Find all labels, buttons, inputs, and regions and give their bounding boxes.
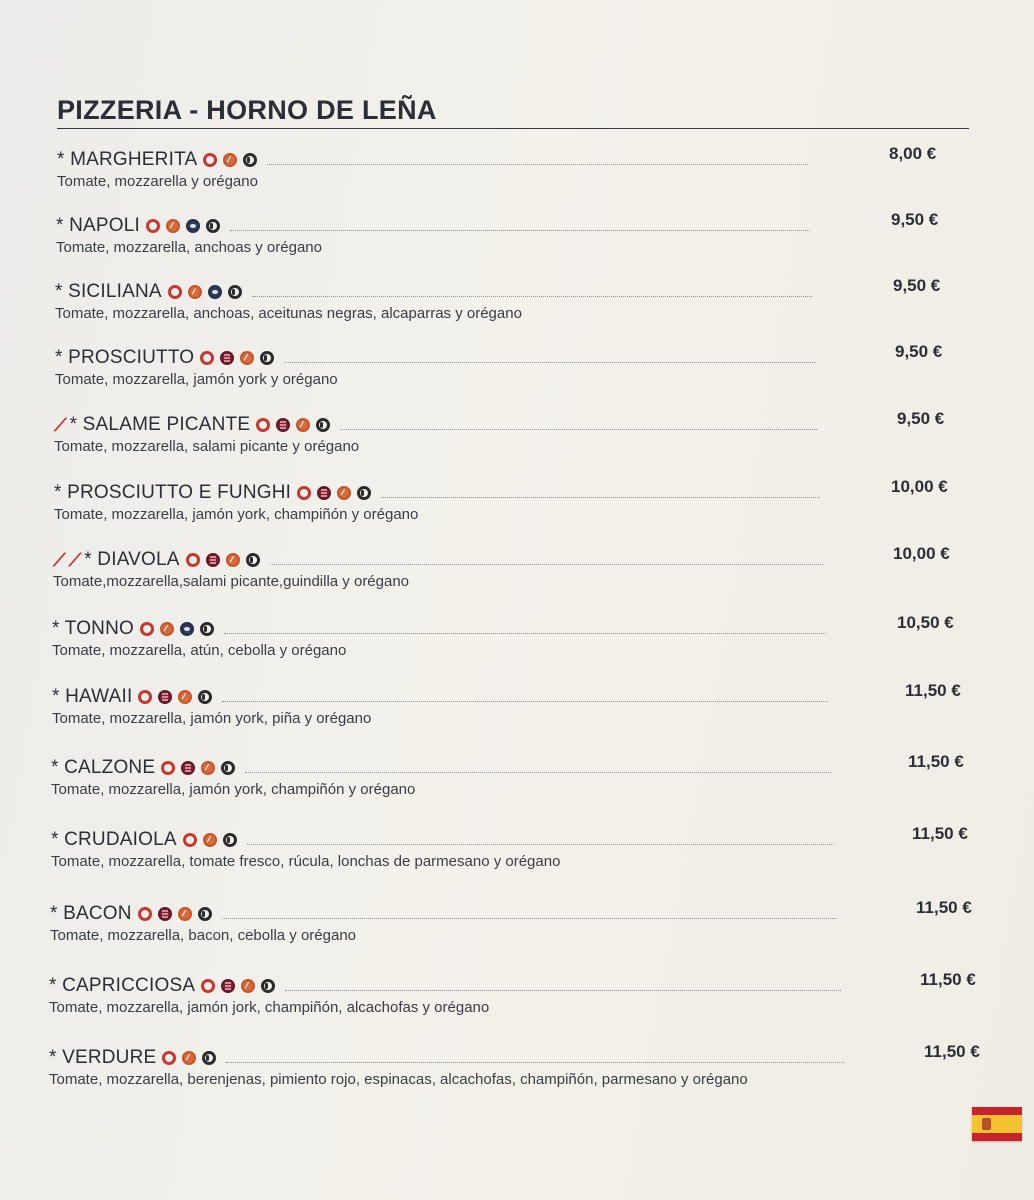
menu-item-header	[51, 828, 243, 852]
cheese-icon	[316, 418, 330, 432]
allergen-icons	[138, 907, 218, 921]
cheese-icon	[198, 690, 212, 704]
cheese-icon	[243, 153, 257, 167]
menu-item-price: 10,00 €	[893, 544, 950, 563]
allergen-icons	[256, 418, 336, 432]
allergen-icons	[183, 833, 243, 847]
tomato-icon	[186, 553, 200, 567]
leader-dots	[226, 1062, 844, 1063]
vegetable-icon	[201, 761, 215, 775]
tomato-icon	[146, 219, 160, 233]
menu-item-header	[52, 617, 220, 641]
menu-item-description: Tomate, mozzarella, bacon, cebolla y orégano	[50, 927, 357, 944]
menu-item-header	[51, 756, 241, 780]
leader-dots	[340, 429, 817, 430]
fish-icon	[208, 285, 222, 299]
spanish-flag-icon[interactable]	[972, 1107, 1022, 1141]
menu-item-name: * CALZONE	[51, 757, 156, 778]
menu-item	[55, 276, 1034, 340]
cheese-icon	[202, 1051, 216, 1065]
menu-item	[52, 613, 1034, 677]
menu-item-description: Tomate, mozzarella, anchoas, aceitunas negras, alcaparras y orégano	[55, 305, 522, 322]
menu-item-description: Tomate, mozzarella, jamón york, champiñón y orégano	[54, 506, 419, 523]
meat-icon	[181, 761, 195, 775]
menu-item-header	[49, 1046, 222, 1070]
allergen-icons	[203, 153, 263, 167]
menu-item-description: Tomate, mozzarella, atún, cebolla y orégano	[52, 642, 347, 659]
menu-item	[54, 409, 1034, 473]
meat-icon	[206, 553, 220, 567]
menu-item-description: Tomate, mozzarella, anchoas y orégano	[56, 239, 322, 256]
menu-item-price: 9,50 €	[895, 342, 943, 361]
menu-item-header	[52, 685, 218, 709]
menu-item-price: 11,50 €	[908, 752, 964, 771]
meat-icon	[221, 979, 235, 993]
leader-dots	[230, 230, 810, 231]
cheese-icon	[221, 761, 235, 775]
menu-item-price: 9,50 €	[893, 276, 941, 295]
menu-item	[52, 681, 1034, 745]
vegetable-icon	[240, 351, 254, 365]
cheese-icon	[223, 833, 237, 847]
menu-item-description: Tomate, mozzarella y orégano	[57, 173, 258, 190]
menu-item-description: Tomate, mozzarella, tomate fresco, rúcula, lonchas de parmesano y orégano	[51, 853, 561, 870]
vegetable-icon	[188, 285, 202, 299]
cheese-icon	[228, 285, 242, 299]
leader-dots	[252, 296, 812, 297]
meat-icon	[276, 418, 290, 432]
allergen-icons	[138, 690, 218, 704]
cheese-icon	[198, 907, 212, 921]
menu-item-price: 11,50 €	[912, 824, 968, 843]
menu-item-name: * TONNO	[52, 618, 134, 639]
menu-item-description: Tomate,mozzarella,salami picante,guindilla y orégano	[53, 573, 410, 590]
cheese-icon	[261, 979, 275, 993]
menu-item-header	[50, 902, 218, 926]
leader-dots	[284, 362, 815, 363]
menu-item	[57, 144, 1034, 208]
allergen-icons	[162, 1051, 222, 1065]
menu-item-description: Tomate, mozzarella, jamón york, piña y orégano	[52, 710, 372, 727]
menu-item-name: * BACON	[50, 903, 132, 924]
tomato-icon	[256, 418, 270, 432]
vegetable-icon	[223, 153, 237, 167]
vegetable-icon	[337, 486, 351, 500]
menu-item-description: Tomate, mozzarella, jamón jork, champiñón, alcachofas y orégano	[49, 999, 490, 1016]
menu-item-header	[57, 148, 263, 172]
vegetable-icon	[182, 1051, 196, 1065]
menu-item-name: * PROSCIUTTO	[55, 347, 195, 368]
cheese-icon	[200, 622, 214, 636]
cheese-icon	[260, 351, 274, 365]
menu-item-name: * CRUDAIOLA	[51, 829, 177, 850]
meat-icon	[158, 690, 172, 704]
tomato-icon	[297, 486, 311, 500]
menu-item-header	[49, 974, 281, 998]
menu-item	[55, 342, 1034, 406]
menu-item-name: * SALAME PICANTE	[69, 414, 251, 435]
tomato-icon	[162, 1051, 176, 1065]
fish-icon	[186, 219, 200, 233]
vegetable-icon	[178, 690, 192, 704]
leader-dots	[247, 844, 834, 845]
menu-item-header	[55, 346, 280, 370]
tomato-icon	[138, 907, 152, 921]
leader-dots	[285, 990, 841, 991]
tomato-icon	[138, 690, 152, 704]
menu-item	[49, 1042, 1034, 1106]
chili-icon: ⟋	[54, 414, 67, 435]
tomato-icon	[183, 833, 197, 847]
allergen-icons	[200, 351, 280, 365]
allergen-icons	[161, 761, 241, 775]
menu-item	[56, 210, 1034, 274]
tomato-icon	[168, 285, 182, 299]
menu-item-name: * SICILIANA	[55, 281, 162, 302]
vegetable-icon	[178, 907, 192, 921]
vegetable-icon	[296, 418, 310, 432]
leader-dots	[245, 772, 831, 773]
meat-icon	[317, 486, 331, 500]
menu-item-price: 11,50 €	[916, 898, 972, 917]
menu-item	[53, 544, 1034, 608]
menu-item-price: 9,50 €	[891, 210, 939, 229]
cheese-icon	[206, 219, 220, 233]
menu-item-price: 8,00 €	[889, 144, 937, 163]
menu-item-price: 10,50 €	[897, 613, 954, 632]
tomato-icon	[161, 761, 175, 775]
tomato-icon	[200, 351, 214, 365]
menu-item-price: 11,50 €	[924, 1042, 980, 1061]
menu-item-name: * NAPOLI	[56, 215, 140, 236]
fish-icon	[180, 622, 194, 636]
menu-item	[54, 477, 1034, 541]
menu-item-name: * DIAVOLA	[84, 549, 180, 570]
leader-dots	[381, 497, 820, 498]
menu-item-name: * CAPRICCIOSA	[49, 975, 196, 996]
menu-item-header	[54, 413, 336, 437]
tomato-icon	[201, 979, 215, 993]
menu-item-name: * VERDURE	[49, 1047, 157, 1068]
vegetable-icon	[226, 553, 240, 567]
cheese-icon	[357, 486, 371, 500]
menu-item-description: Tomate, mozzarella, berenjenas, pimiento rojo, espinacas, alcachofas, champiñón, parmesano y orégano	[49, 1071, 748, 1088]
tomato-icon	[203, 153, 217, 167]
menu-item-price: 9,50 €	[897, 409, 945, 428]
menu-item-header	[53, 548, 266, 572]
meat-icon	[158, 907, 172, 921]
allergen-icons	[201, 979, 281, 993]
menu-item-header	[54, 481, 377, 505]
vegetable-icon	[241, 979, 255, 993]
section-header	[57, 94, 969, 129]
leader-dots	[267, 164, 808, 165]
menu-item-name: * HAWAII	[52, 686, 133, 707]
menu-item	[51, 752, 1034, 816]
allergen-icons	[297, 486, 377, 500]
menu-item-header	[55, 280, 248, 304]
menu-item-description: Tomate, mozzarella, jamón york y orégano	[55, 371, 338, 388]
leader-dots	[222, 918, 837, 919]
menu-item-description: Tomate, mozzarella, salami picante y orégano	[54, 438, 360, 455]
allergen-icons	[168, 285, 248, 299]
meat-icon	[220, 351, 234, 365]
allergen-icons	[186, 553, 266, 567]
menu-item-header	[56, 214, 226, 238]
menu-item-name: * MARGHERITA	[57, 149, 198, 170]
vegetable-icon	[166, 219, 180, 233]
leader-dots	[270, 564, 823, 565]
menu-item-description: Tomate, mozzarella, jamón york, champiñón y orégano	[51, 781, 416, 798]
chili-icon: ⟋	[53, 549, 66, 570]
vegetable-icon	[203, 833, 217, 847]
cheese-icon	[246, 553, 260, 567]
leader-dots	[224, 633, 826, 634]
allergen-icons	[140, 622, 220, 636]
allergen-icons	[146, 219, 226, 233]
vegetable-icon	[160, 622, 174, 636]
menu-item-price: 11,50 €	[920, 970, 976, 989]
leader-dots	[222, 701, 828, 702]
menu-item-name: * PROSCIUTTO E FUNGHI	[54, 482, 292, 503]
menu-item	[51, 824, 1034, 888]
tomato-icon	[140, 622, 154, 636]
menu-item	[50, 898, 1034, 962]
menu-item	[49, 970, 1034, 1034]
menu-item-price: 10,00 €	[891, 477, 948, 496]
chili-icon: ⟋	[68, 549, 82, 570]
section-title: PIZZERIA - HORNO DE LEÑA	[57, 95, 437, 125]
menu-item-price: 11,50 €	[905, 681, 961, 700]
